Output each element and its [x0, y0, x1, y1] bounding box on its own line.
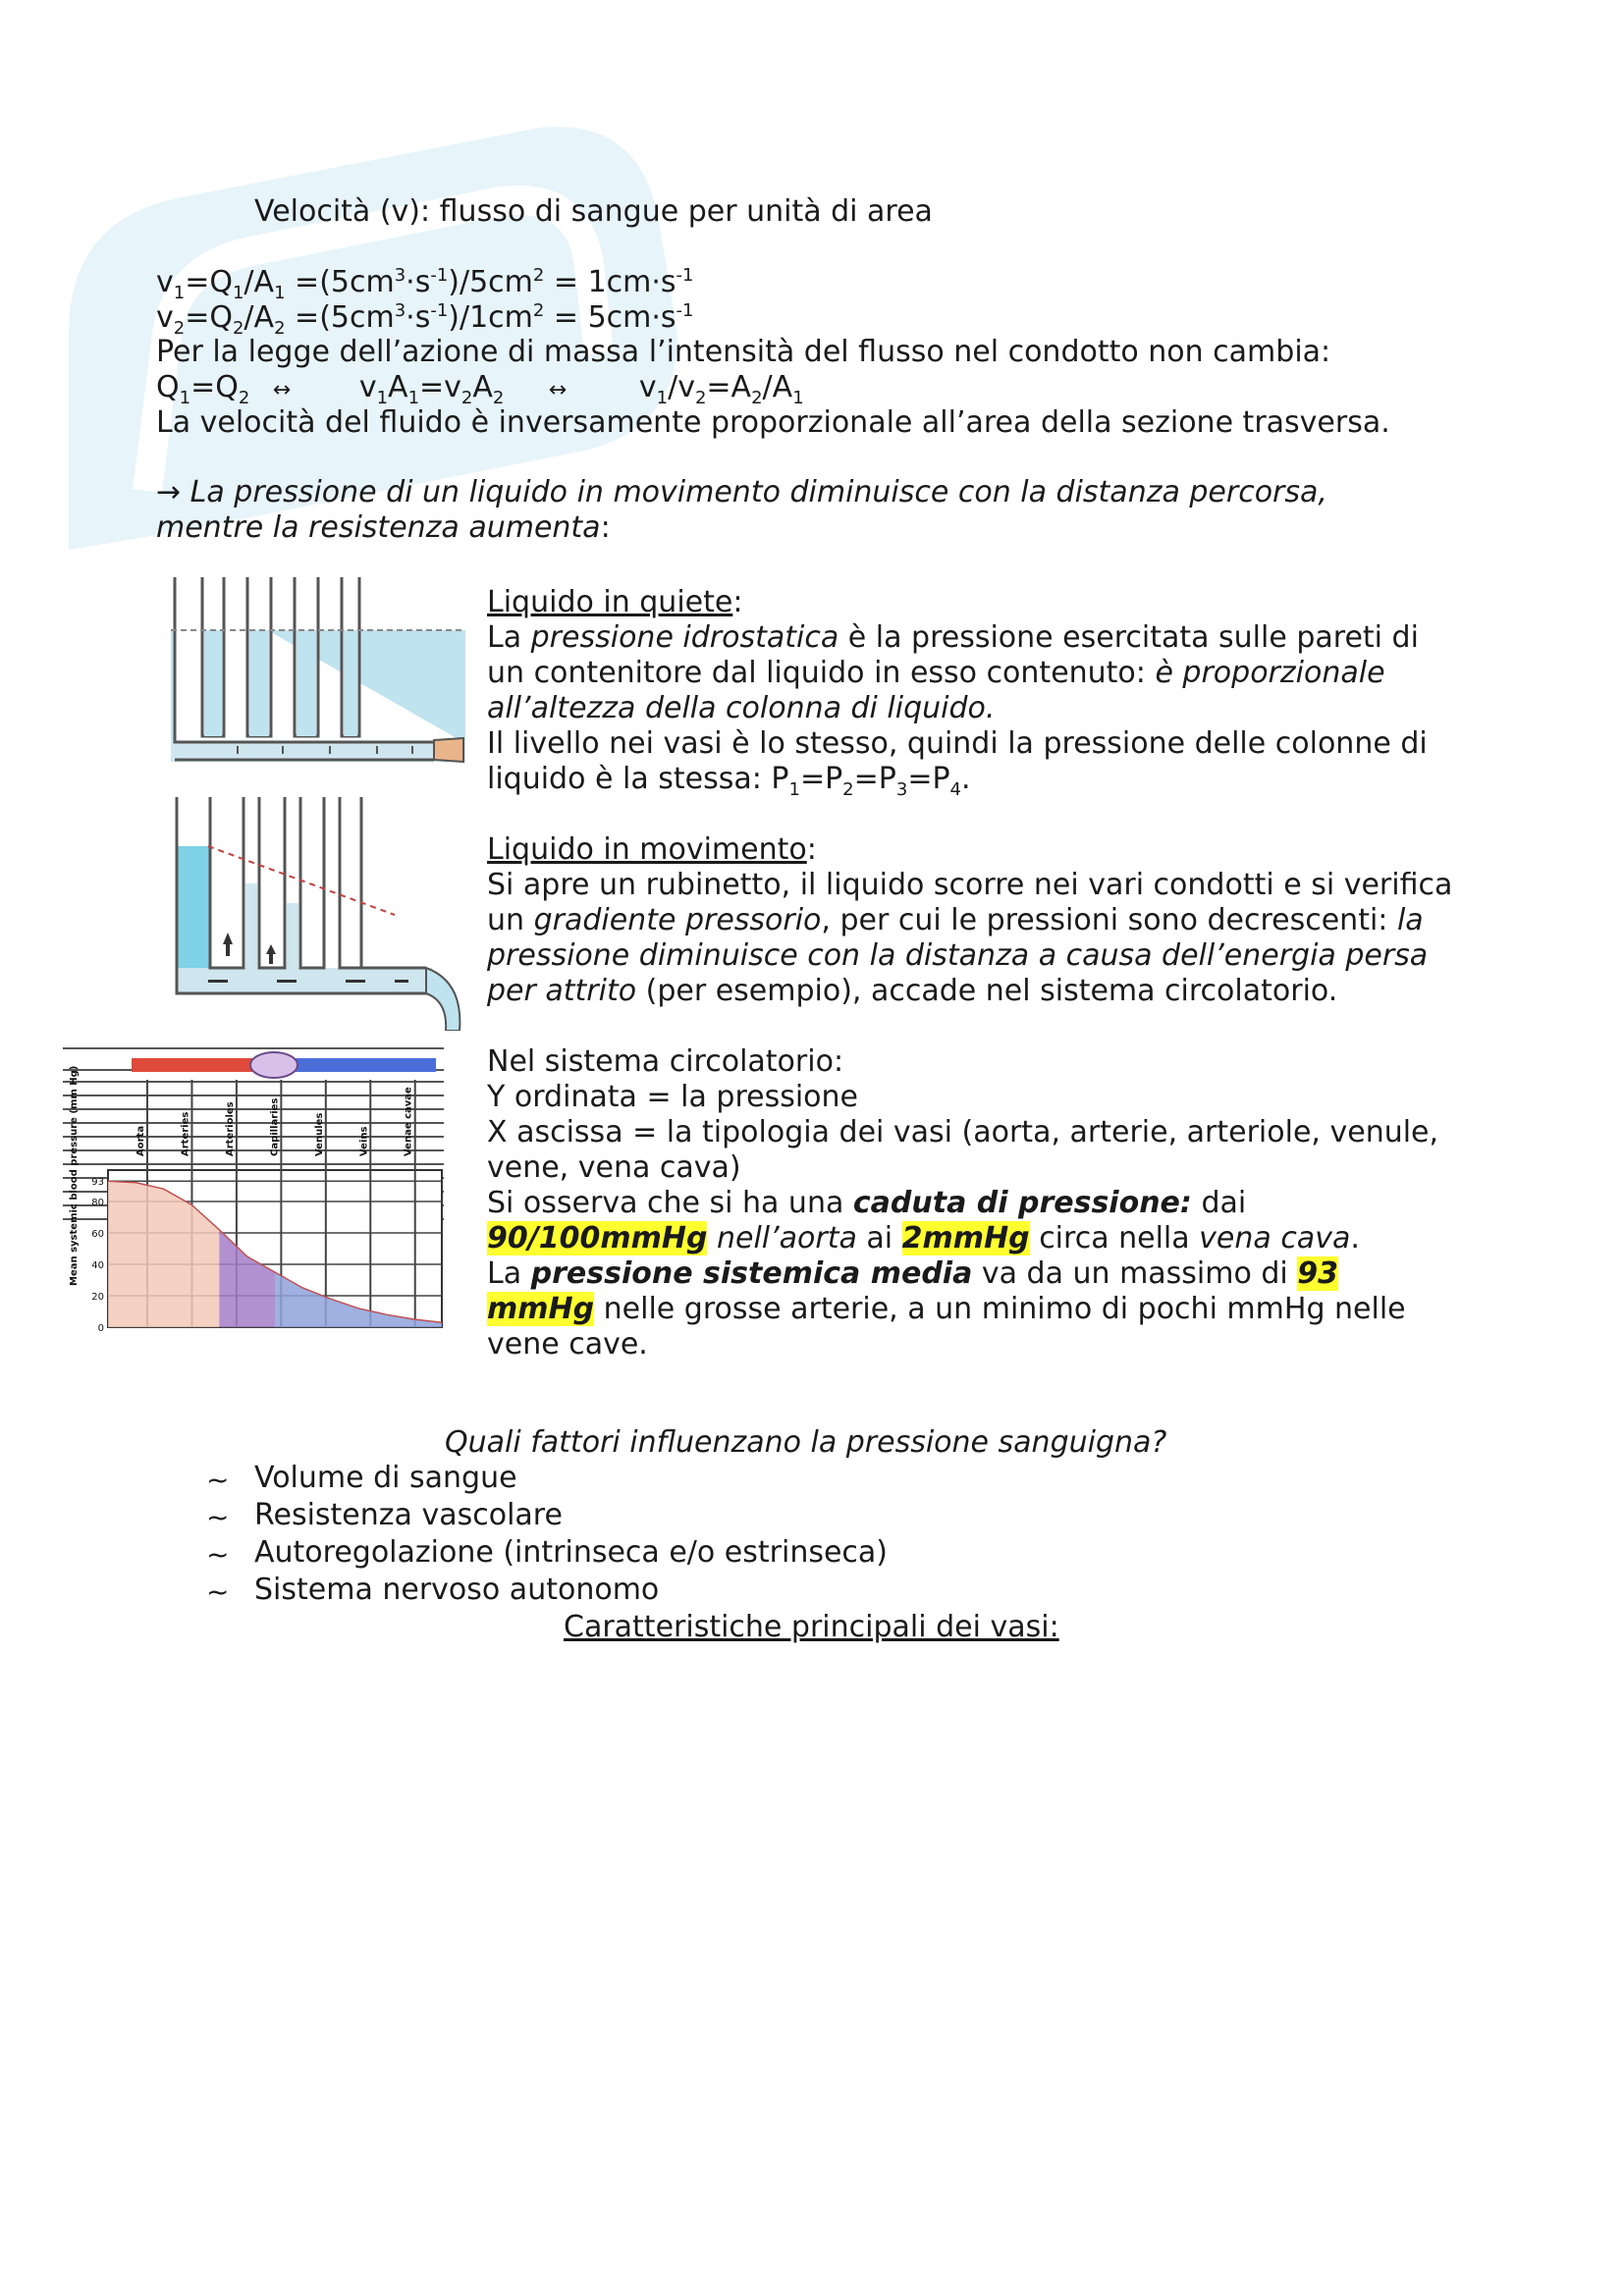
y-tick-label: 60 — [91, 1229, 104, 1240]
quiete-line2: un contenitore dal liquido in esso contenuto: è proporzionale — [487, 656, 1385, 690]
equation-continuity: $Q_1=Q_2$ ↔ $v_1A_1=v_2A_2$ ↔ $v_1/v_2=A_2/A_1$ — [156, 370, 804, 408]
factor-item-4: Sistema nervoso autonomo — [254, 1573, 660, 1607]
y-tick-label: 93 — [91, 1177, 104, 1189]
mass-law-text: Per la legge dell’azione di massa l’intensità del flusso nel condotto non cambia: — [156, 335, 1331, 369]
y-tick-label: 20 — [91, 1292, 104, 1303]
vessel-icons — [132, 1052, 436, 1078]
chart-y-axis-label: Mean systemic blood pressure (mm Hg) — [69, 1065, 80, 1286]
sistema-line3: X ascissa = la tipologia dei vasi (aorta, arterie, arteriole, venule, — [487, 1115, 1439, 1149]
y-tick-label: 0 — [97, 1323, 104, 1334]
factors-question: Quali fattori influenzano la pressione sanguigna? — [445, 1425, 1167, 1460]
movimento-line1: Si apre un rubinetto, il liquido scorre nei vari condotti e si verifica — [487, 868, 1453, 902]
category-label: Venules — [313, 1112, 325, 1156]
bullet-3: ~ — [206, 1538, 230, 1571]
velocity-title: Velocità (v): flusso di sangue per unità di area — [254, 194, 933, 229]
y-tick-label: 40 — [91, 1260, 104, 1271]
sistema-line2: Y ordinata = la pressione — [487, 1080, 859, 1114]
sistema-line6: 90/100mmHg nell’aorta ai 2mmHg circa nella vena cava. — [487, 1221, 1360, 1255]
category-label: Veins — [358, 1126, 370, 1156]
movimento-line4: per attrito (per esempio), accade nel sistema circolatorio. — [487, 974, 1338, 1008]
quiete-line3: all’altezza della colonna di liquido. — [487, 691, 996, 725]
pressure-statement-line2: mentre la resistenza aumenta: — [156, 510, 611, 545]
factor-item-2: Resistenza vascolare — [254, 1498, 563, 1532]
category-label: Venae cavae — [403, 1087, 414, 1156]
category-label: Capillaries — [269, 1097, 281, 1156]
inverse-proportion-text: La velocità del fluido è inversamente proporzionale all’area della sezione trasversa. — [156, 405, 1390, 440]
bullet-1: ~ — [206, 1464, 230, 1496]
equation-v2: $v_2=Q_2/A_2 =(5cm^3\cdot s^{-1})/1cm^2 = 5cm\cdot s^{-1}$ — [156, 300, 694, 339]
sistema-line4: vene, vena cava) — [487, 1150, 741, 1185]
sistema-line5: Si osserva che si ha una caduta di pressione: dai — [487, 1186, 1247, 1220]
category-label: Arterioles — [224, 1101, 236, 1156]
caratteristiche-heading: Caratteristiche principali dei vasi: — [564, 1610, 1059, 1644]
movimento-line2: un gradiente pressorio, per cui le pressioni sono decrescenti: la — [487, 903, 1424, 937]
quiete-title: Liquido in quiete: — [487, 585, 743, 619]
movimento-title: Liquido in movimento: — [487, 832, 817, 867]
quiete-line5: liquido è la stessa: $P_1=P_2=P_3=P_4$. — [487, 762, 971, 800]
bullet-2: ~ — [206, 1501, 230, 1533]
figure-liquid-at-rest — [169, 573, 493, 770]
y-tick-label: 80 — [91, 1198, 104, 1208]
quiete-line1: La pressione idrostatica è la pressione esercitata sulle pareti di — [487, 620, 1419, 655]
pressure-statement-line1: → La pressione di un liquido in movimento diminuisce con la distanza percorsa, — [156, 475, 1327, 509]
equation-v1: $v_1=Q_1/A_1 =(5cm^3\cdot s^{-1})/5cm^2 = 1cm\cdot s^{-1}$ — [156, 265, 694, 303]
factor-item-3: Autoregolazione (intrinseca e/o estrinseca) — [254, 1535, 888, 1570]
bullet-4: ~ — [206, 1575, 230, 1608]
sistema-line9: vene cave. — [487, 1327, 648, 1362]
figure-liquid-in-motion — [169, 795, 463, 1031]
sistema-line7: La pressione sistemica media va da un massimo di 93 — [487, 1256, 1339, 1291]
quiete-line4: Il livello nei vasi è lo stesso, quindi la pressione delle colonne di — [487, 726, 1428, 761]
category-label: Aorta — [135, 1125, 146, 1156]
category-label: Arteries — [180, 1111, 191, 1156]
factor-item-1: Volume di sangue — [254, 1461, 517, 1495]
movimento-line3: pressione diminuisce con la distanza a causa dell’energia persa — [487, 938, 1429, 973]
blood-pressure-chart — [63, 1041, 446, 1345]
sistema-line8: mmHg nelle grosse arterie, a un minimo di pochi mmHg nelle — [487, 1292, 1406, 1326]
sistema-line1: Nel sistema circolatorio: — [487, 1044, 844, 1079]
